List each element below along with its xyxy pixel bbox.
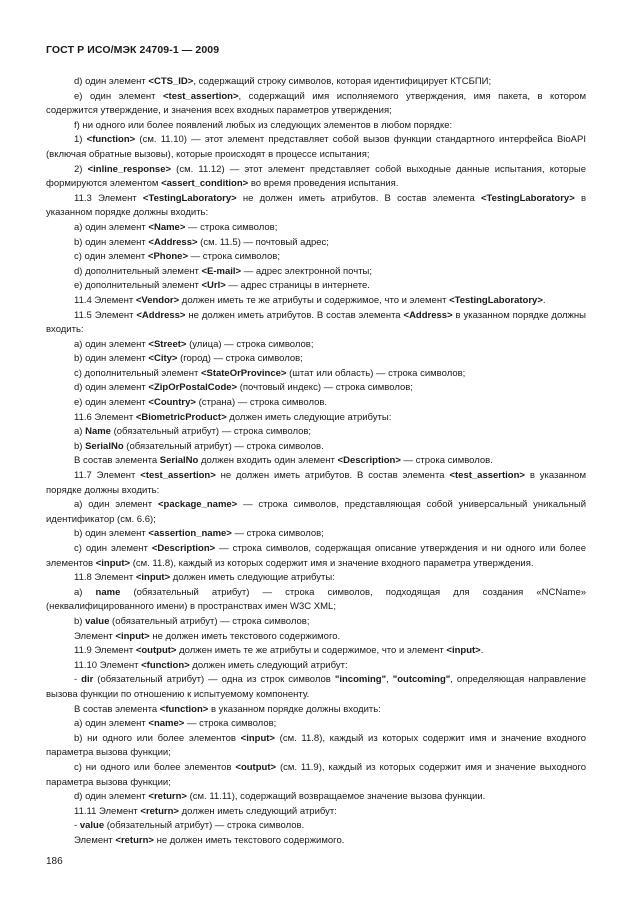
text-run: должен иметь те же атрибуты и содержимое, что и элемент xyxy=(179,294,450,306)
paragraph xyxy=(46,527,586,542)
paragraph xyxy=(46,834,586,849)
paragraph xyxy=(46,119,586,134)
element-name: "outcoming" xyxy=(392,674,451,686)
element-name: <BiometricProduct> xyxy=(135,411,227,423)
paragraph xyxy=(46,381,586,396)
paragraph xyxy=(46,265,586,280)
text-run: 2) xyxy=(74,163,88,175)
text-run: — строка символов; xyxy=(184,718,277,730)
text-run: не должен иметь атрибутов. В состав элемента xyxy=(185,309,404,321)
text-run: d) один элемент xyxy=(74,76,149,87)
element-name: SerialNo xyxy=(85,440,124,452)
element-name: dir xyxy=(81,674,94,686)
element-name: <input> xyxy=(95,557,131,569)
element-name: <input> xyxy=(240,732,275,744)
element-name: value xyxy=(85,615,110,627)
text-run: e) один элемент xyxy=(74,397,149,409)
text-run: d) один элемент xyxy=(74,791,149,803)
text-run: не должен иметь атрибутов. В состав элемента xyxy=(236,192,481,204)
clause-paragraph xyxy=(46,294,586,309)
text-run: , содержащий имя исполняемого утверждения, имя пакета, в котором содержится утверждение, и значения всех входных параметров утверждения; xyxy=(46,90,586,117)
paragraph xyxy=(46,717,586,732)
paragraph xyxy=(46,236,586,251)
element-name: <input> xyxy=(115,630,150,642)
element-name: <StateOrProvince> xyxy=(200,367,287,379)
text-run: , xyxy=(386,674,393,686)
text-run: a) один элемент xyxy=(74,338,149,350)
text-run: (см. 11.8), каждый из которых содержит имя и значение входного параметра вызова функции; xyxy=(46,732,586,759)
element-name: <Name> xyxy=(148,221,186,233)
text-run: a) один элемент xyxy=(74,499,158,511)
text-run: (обязательный атрибут) — строка символов, подходящая для создания «NCName» (неквалифицированного имени) в пространствах имен W3C XML; xyxy=(46,586,587,613)
text-run: должен иметь следующие атрибуты: xyxy=(170,572,335,584)
text-run: (см. 11.10) — этот элемент представляет собой вызов функции стандартного интерфейса BioAPI (включая обратные вызовы), которые происходят в процессе испытания; xyxy=(46,134,586,160)
text-run: (обязательный атрибут) — одна из строк символов xyxy=(93,674,335,686)
text-run: 11.3 Элемент xyxy=(74,192,143,204)
paragraph xyxy=(46,338,586,353)
text-run: . xyxy=(480,645,484,657)
text-run: не должен иметь атрибутов. В состав элемента xyxy=(215,470,450,482)
clause-paragraph xyxy=(46,571,586,586)
element-name: Name xyxy=(85,426,111,438)
paragraph xyxy=(46,630,586,645)
element-name: <Country> xyxy=(148,397,196,409)
element-name: "incoming" xyxy=(334,674,387,686)
element-name: <return> xyxy=(115,834,154,846)
text-run: должен иметь следующие атрибуты: xyxy=(226,411,392,423)
text-run: 11.5 Элемент xyxy=(74,309,137,321)
text-run: (город) — строка символов; xyxy=(177,353,303,365)
element-name: <function> xyxy=(159,703,209,715)
element-name: <function> xyxy=(141,659,190,671)
paragraph xyxy=(46,673,586,702)
text-run: . xyxy=(542,294,546,306)
text-run: (обязательный атрибут) — строка символов; xyxy=(109,615,310,627)
text-run: должен иметь следующий атрибут: xyxy=(189,659,348,671)
element-name: <CTS_ID> xyxy=(148,76,194,87)
clause-paragraph xyxy=(46,644,586,659)
text-run: (обязательный атрибут) — строка символов; xyxy=(110,426,312,438)
element-name: <output> xyxy=(135,645,177,657)
element-name: SerialNo xyxy=(159,455,199,467)
element-name: <function> xyxy=(86,134,136,146)
text-run: b) xyxy=(74,615,86,627)
paragraph xyxy=(46,790,586,805)
paragraph xyxy=(46,615,586,630)
paragraph xyxy=(46,279,586,294)
text-run: a) xyxy=(74,426,86,438)
text-run: b) ни одного или более элементов xyxy=(74,732,241,744)
element-name: <TestingLaboratory> xyxy=(449,294,543,306)
text-run: должен иметь следующий атрибут: xyxy=(178,805,337,817)
paragraph xyxy=(46,352,586,367)
text-run: (см. 11.11), содержащий возвращаемое значение вызова функции. xyxy=(186,791,486,803)
clause-paragraph xyxy=(46,805,586,820)
element-name: <test_assertion> xyxy=(140,470,216,482)
text-run: — адрес электронной почты; xyxy=(241,265,373,277)
text-run: c) один элемент xyxy=(74,251,148,263)
text-run: (обязательный атрибут) — строка символов. xyxy=(104,820,305,832)
text-run: (штат или область) — строка символов; xyxy=(286,367,466,379)
text-run: e) дополнительный элемент xyxy=(74,280,202,292)
text-run: (см. 11.12) — этот элемент представляет собой выходные данные испытания, которые формируются элементом xyxy=(46,163,586,190)
element-name: <TestingLaboratory> xyxy=(142,192,237,204)
element-name: <Address> xyxy=(403,309,453,321)
element-name: <Street> xyxy=(148,338,187,350)
paragraph xyxy=(46,732,586,761)
text-run: f) ни одного или более появлений любых из следующих элементов в любом порядке: xyxy=(74,119,453,131)
element-name: <E-mail> xyxy=(201,265,242,277)
text-run: В состав элемента xyxy=(74,703,160,715)
element-name: <name> xyxy=(148,718,185,730)
element-name: <ZipOrPostalCode> xyxy=(148,382,238,394)
paragraph xyxy=(46,454,586,469)
text-run: не должен иметь текстового содержимого. xyxy=(153,834,345,846)
text-run: 11.8 Элемент xyxy=(74,572,136,584)
page-header: ГОСТ Р ИСО/МЭК 24709-1 — 2009 xyxy=(46,44,220,56)
element-name: <input> xyxy=(446,645,481,657)
text-run: 11.10 Элемент xyxy=(74,659,142,671)
paragraph xyxy=(46,440,586,455)
text-run: (почтовый индекс) — строка символов; xyxy=(237,382,413,394)
text-run: 1) xyxy=(74,134,87,146)
text-run: a) один элемент xyxy=(74,221,149,233)
text-run: 11.11 Элемент xyxy=(74,805,141,817)
text-run: (см. 11.8), каждый из которых содержит имя и значение входного параметра утверждения. xyxy=(130,557,534,569)
text-run: Элемент xyxy=(74,630,116,642)
element-name: <output> xyxy=(235,761,277,773)
text-run: в указанном порядке должны входить: xyxy=(208,703,381,715)
element-name: <assert_condition> xyxy=(161,178,249,190)
element-name: value xyxy=(79,820,105,832)
clause-paragraph xyxy=(46,411,586,426)
clause-paragraph xyxy=(46,192,586,221)
text-run: b) один элемент xyxy=(74,236,149,248)
element-name: name xyxy=(95,586,121,598)
page-number: 186 xyxy=(46,856,63,867)
paragraph xyxy=(46,703,586,718)
paragraph xyxy=(46,90,586,119)
element-name: <Description> xyxy=(337,455,401,467)
element-name: <TestingLaboratory> xyxy=(480,192,575,204)
element-name: <Url> xyxy=(201,280,226,292)
paragraph xyxy=(46,819,586,834)
element-name: <Address> xyxy=(136,309,186,321)
clause-paragraph xyxy=(46,469,586,498)
clause-paragraph xyxy=(46,659,586,674)
paragraph xyxy=(46,761,586,790)
text-run: c) ни одного или более элементов xyxy=(74,761,236,773)
paragraph xyxy=(46,75,586,90)
text-run: должен входить один элемент xyxy=(198,455,338,467)
paragraph xyxy=(46,498,586,527)
text-run: 11.7 Элемент xyxy=(74,470,141,482)
text-run: в указанном порядке должны входить: xyxy=(46,192,586,219)
element-name: <Phone> xyxy=(147,251,189,263)
body-text xyxy=(46,75,586,848)
text-run: 11.9 Элемент xyxy=(74,645,136,657)
text-run: в указанном порядке должны входить: xyxy=(46,309,586,336)
element-name: <test_assertion> xyxy=(449,470,525,482)
element-name: <assertion_name> xyxy=(148,528,232,540)
paragraph xyxy=(46,221,586,236)
text-run: — адрес страницы в интернете. xyxy=(225,280,370,292)
text-run: (улица) — строка символов; xyxy=(186,338,314,350)
element-name: <Vendor> xyxy=(135,294,180,306)
text-run: — строка символов, представляющая собой универсальный уникальный идентификатор (см. 6.6); xyxy=(46,499,587,525)
text-run: b) один элемент xyxy=(74,353,149,365)
text-run: — строка символов; xyxy=(188,251,280,263)
paragraph xyxy=(46,425,586,440)
text-run: e) один элемент xyxy=(74,90,163,102)
element-name: <inline_response> xyxy=(87,163,172,175)
text-run: должен иметь те же атрибуты и содержимое, что и элемент xyxy=(176,645,447,657)
text-run: (см. 11.9), каждый из которых содержит имя и значение выходного параметра вызова функции; xyxy=(46,761,587,788)
element-name: <test_assertion> xyxy=(162,90,239,102)
text-run: b) xyxy=(74,440,86,452)
element-name: <return> xyxy=(148,791,187,803)
paragraph xyxy=(46,163,586,192)
text-run: — строка символов; xyxy=(185,221,278,233)
text-run: , содержащий строку символов, которая идентифицирует КТСБПИ; xyxy=(193,76,492,87)
paragraph xyxy=(46,542,586,571)
text-run: — строка символов, содержащая описание утверждения и ни одного или более элементов xyxy=(46,543,586,569)
element-name: <input> xyxy=(135,572,171,584)
text-run: - xyxy=(74,674,82,686)
text-run: d) дополнительный элемент xyxy=(74,265,202,277)
text-run: не должен иметь текстового содержимого. xyxy=(149,630,341,642)
text-run: во время проведения испытания. xyxy=(248,178,399,190)
text-run: c) дополнительный элемент xyxy=(74,367,201,379)
text-run: c) один элемент xyxy=(74,543,152,554)
element-name: <return> xyxy=(140,805,179,817)
text-run: 11.6 Элемент xyxy=(74,411,136,423)
text-run: (см. 11.5) — почтовый адрес; xyxy=(197,236,329,248)
text-run: - xyxy=(74,820,80,832)
paragraph xyxy=(46,396,586,411)
text-run: (обязательный атрибут) — строка символов. xyxy=(123,440,324,452)
element-name: <Address> xyxy=(148,236,198,248)
text-run: 11.4 Элемент xyxy=(74,294,136,306)
paragraph xyxy=(46,250,586,265)
text-run: d) один элемент xyxy=(74,382,149,394)
text-run: a) xyxy=(74,586,96,598)
paragraph xyxy=(46,586,586,615)
text-run: b) один элемент xyxy=(74,528,149,540)
text-run: В состав элемента xyxy=(74,455,160,467)
element-name: <City> xyxy=(148,353,178,365)
text-run: (страна) — строка символов. xyxy=(195,397,328,409)
text-run: — строка символов; xyxy=(231,528,324,540)
element-name: <package_name> xyxy=(158,499,238,511)
text-run: в указанном порядке должны входить: xyxy=(46,470,586,496)
element-name: <Description> xyxy=(151,543,216,554)
paragraph xyxy=(46,367,586,382)
paragraph xyxy=(46,133,586,162)
text-run: Элемент xyxy=(74,834,116,846)
text-run: a) один элемент xyxy=(74,718,149,730)
text-run: — строка символов. xyxy=(400,455,493,467)
clause-paragraph xyxy=(46,309,586,338)
text-run: , определяющая направление вызова функции по отношению к испытуемому компоненту. xyxy=(46,674,586,700)
